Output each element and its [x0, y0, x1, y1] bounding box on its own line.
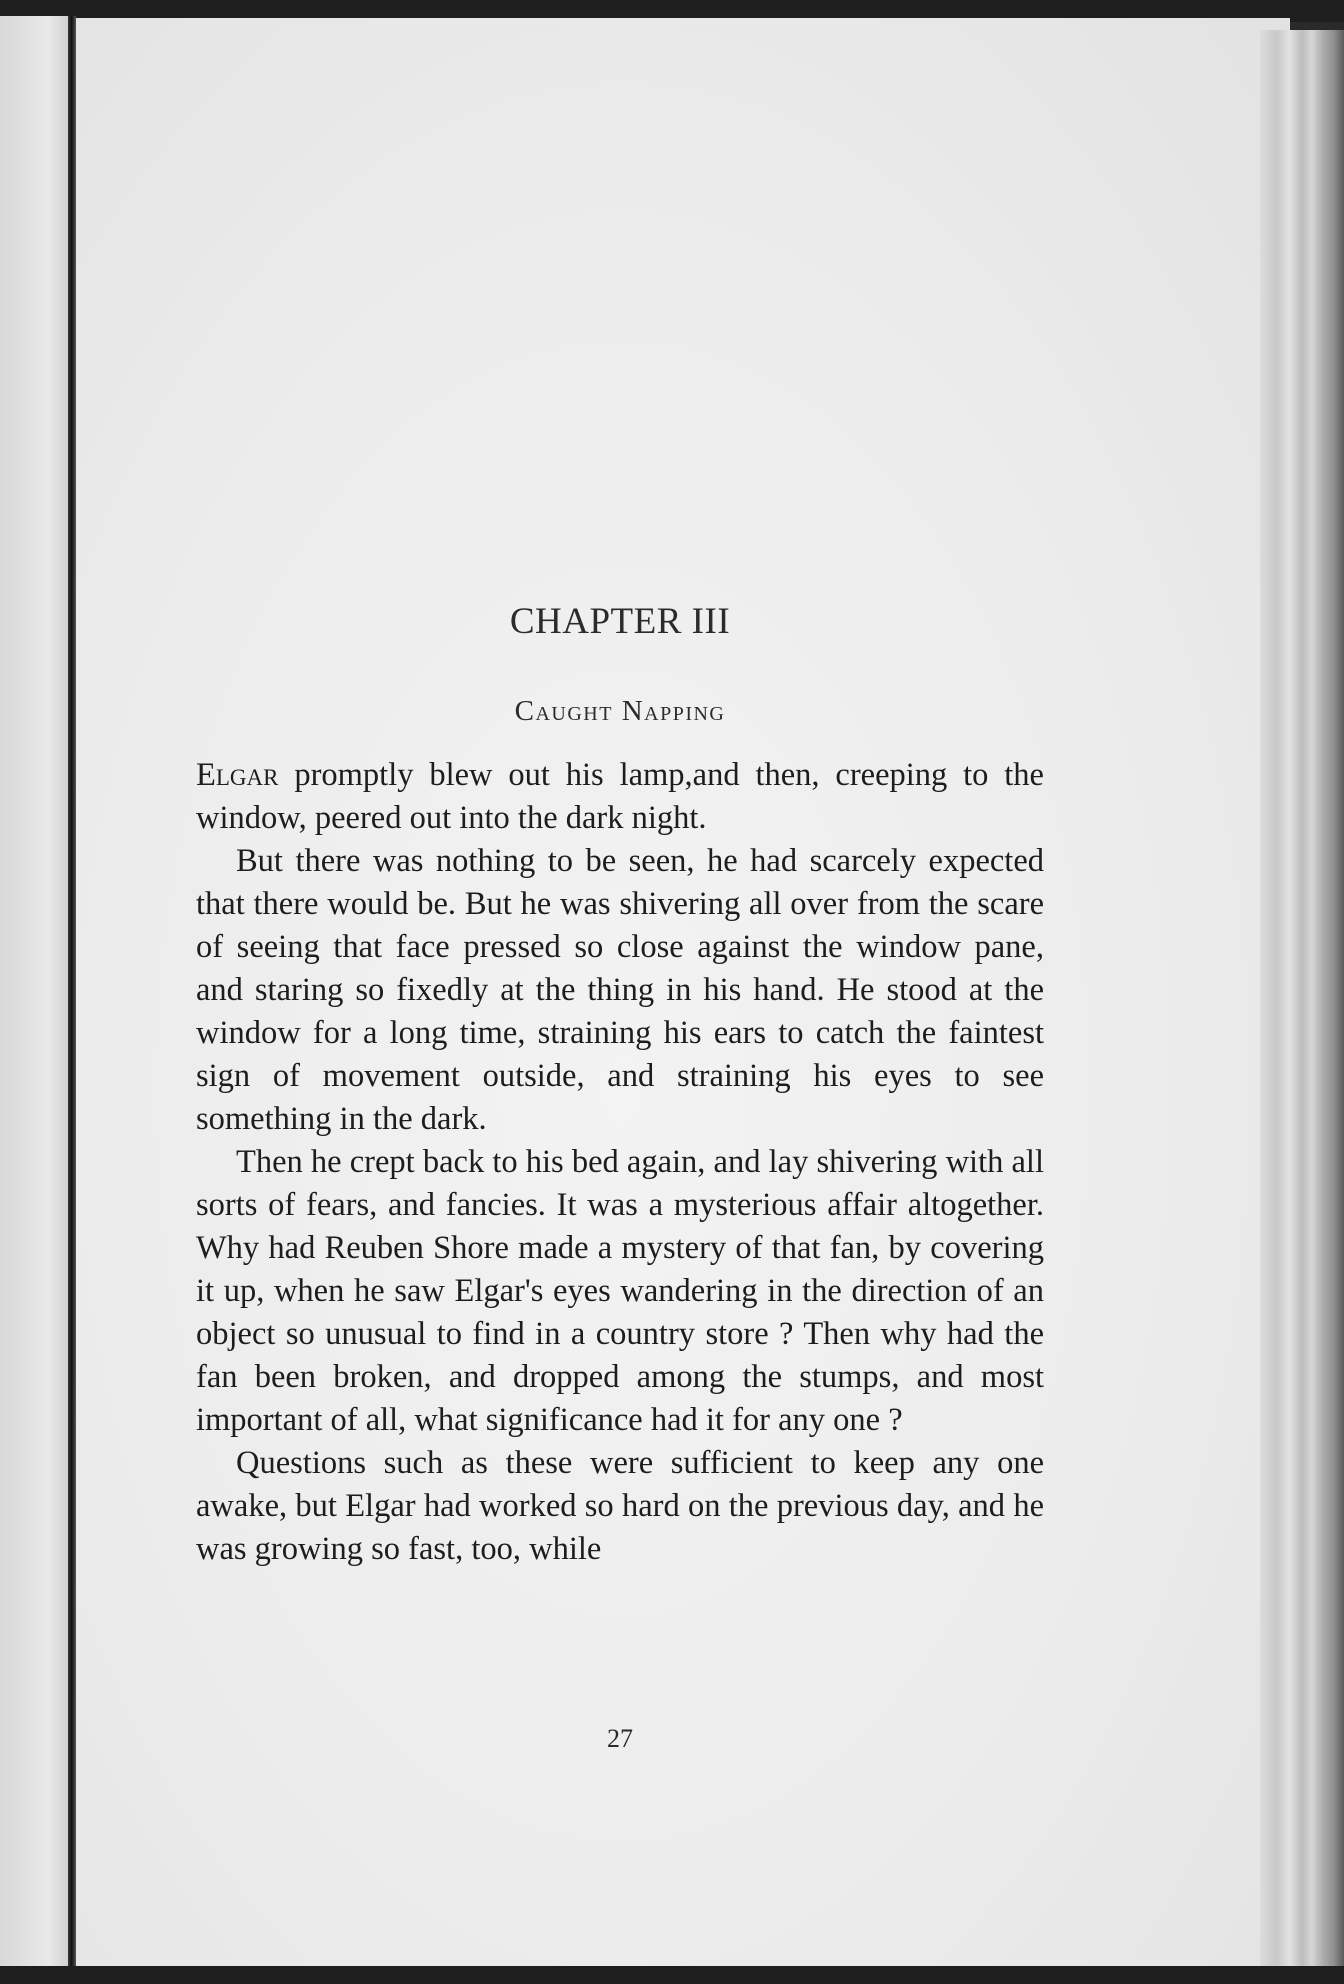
paragraph-4: Questions such as these were sufficient to keep any one awake, but Elgar had worked so hard on the previous day, and he was growing so fast, too, while — [196, 1445, 1044, 1567]
paragraph-2: But there was nothing to be seen, he had scarcely expected that there would be. But he was shivering all over from the scare of seeing that face pressed so close against the window pane, and staring so fixedly at the thing in his hand. He stood at the window for a long time, straining his ears to catch the faintest sign of movement outside, and straining his eyes to see something in the dark. — [196, 843, 1044, 1137]
page-stack-edge — [1260, 30, 1344, 1968]
scan-bottom-border — [0, 1966, 1344, 1984]
paragraph-1 — [196, 754, 1044, 840]
chapter-subtitle: Caught Napping — [514, 695, 726, 727]
facing-page-edge — [0, 16, 70, 1970]
opening-word: Elgar — [196, 757, 279, 793]
paragraph-3: Then he crept back to his bed again, and lay shivering with all sorts of fears, and fancies. It was a mysterious affair altogether. Why had Reuben Shore made a mystery of that fan, by covering it up, when he saw Elgar's eyes wandering in the direction of an object so unusual to find in a country store ? Then why had the fan been broken, and dropped among the stumps, and most important of all, what significance had it for any one ? — [196, 1144, 1044, 1438]
paragraph-1-text: promptly blew out his lamp,and then, creeping to the window, peered out into the dark night. — [196, 757, 1044, 836]
page-number: 27 — [607, 1724, 633, 1753]
book-gutter — [68, 16, 76, 1970]
chapter-title: CHAPTER III — [509, 601, 731, 642]
page-text-block — [196, 600, 1044, 1571]
